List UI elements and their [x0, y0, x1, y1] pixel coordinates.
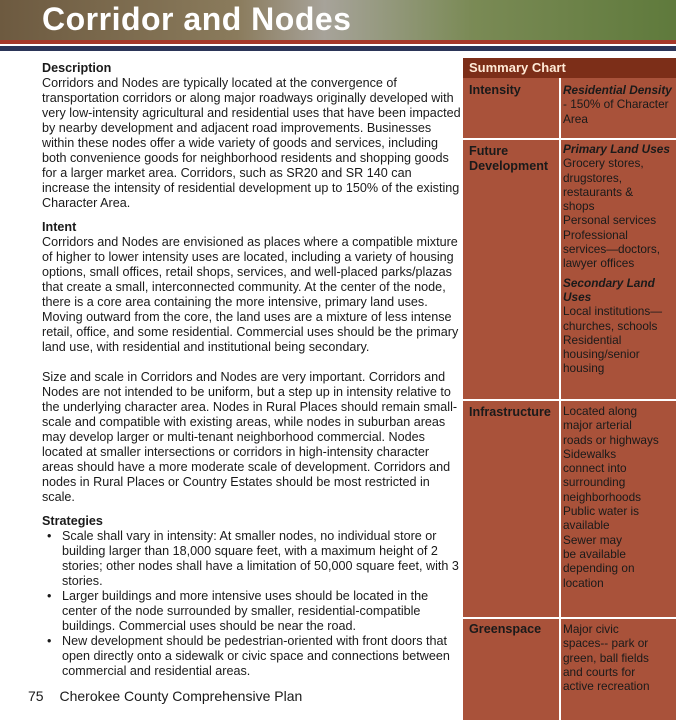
strategy-item: • New development should be pedestrian-oriented with front doors that open directly onto a sidewalk or civic space and connections between commercial and residential areas. [62, 634, 462, 679]
description-body: Corridors and Nodes are typically located at the convergence of transportation corridors or along major roadways originally developed with very low-intensity agricultural and residential uses that have been impacted by nearby development and adjacent road improvements. Businesses within these nodes offer a wide variety of goods and services, including both convenience goods for neighborhood residents and shopping goods for a larger market area. Corridors, such as SR20 and SR 140 can increase the intensity of residential development up to 150% of the existing Character Area. [42, 76, 461, 210]
summary-chart [463, 58, 676, 720]
row-divider [463, 399, 676, 401]
main-text-column [42, 61, 462, 679]
strategies-heading: Strategies [42, 514, 103, 528]
strategy-item: • Scale shall vary in intensity: At smaller nodes, no individual store or building larger than 18,000 square feet, with a maximum height of 2 stories; other nodes shall have a limitation of 50,000 square feet, with 3 stories. [62, 529, 462, 589]
page-footer [28, 688, 302, 704]
description-heading: Description [42, 61, 112, 75]
infrastructure-cell: Located along major arterial roads or highways Sidewalks connect into surrounding neighborhoods Public water is available Sewer may be available depending on location [563, 404, 659, 590]
intent-paragraph-2: Size and scale in Corridors and Nodes are very important. Corridors and Nodes are not intended to be uniform, but a step up in intensity relative to the underlying character area. Nodes in Rural Places should remain small-scale and compatible with existing areas, while nodes in suburban areas may develop larger or multi-tenant neighborhood commercial. Nodes located at smaller intersections or corridors in high-intensity character areas should have a more moderate scale of development. Corridors and nodes in Rural Places or Country Estates should be most restricted in scale. [42, 370, 458, 504]
page-title: Corridor and Nodes [42, 1, 352, 37]
primary-land-uses-heading: Primary Land Uses [563, 142, 670, 156]
intensity-label: Intensity [469, 83, 521, 97]
secondary-land-uses-heading: Secondary Land Uses [563, 275, 655, 304]
future-development-cell: Primary Land Uses Grocery stores, drugstores, restaurants & shops Personal services Professional services—doctors, lawyer offices Secondary Land Uses Local institutions— churches, schools Residential housing/senior housing [563, 142, 673, 376]
accent-stripe-red [0, 40, 676, 44]
intent-heading: Intent [42, 220, 77, 234]
page-number: 75 [28, 688, 44, 704]
intensity-text: - 150% of Character Area [563, 97, 669, 126]
row-divider [463, 138, 676, 140]
strategy-item: • Larger buildings and more intensive uses should be located in the center of the node surrounded by smaller, residential-compatible buildings. Commercial uses should be near the road. [62, 589, 462, 634]
infrastructure-label: Infrastructure [469, 405, 551, 419]
strategies-list [42, 529, 462, 679]
greenspace-cell: Major civic spaces-- park or green, ball fields and courts for active recreation [563, 622, 650, 694]
accent-stripe-blue [0, 46, 676, 51]
intensity-cell [563, 83, 673, 126]
document-title: Cherokee County Comprehensive Plan [59, 688, 303, 704]
future-development-label: Future Development [469, 144, 549, 173]
header-banner [0, 0, 676, 40]
summary-chart-title: Summary Chart [463, 58, 676, 78]
intent-paragraph-1: Corridors and Nodes are envisioned as places where a compatible mixture of higher to lower intensity uses are located, including a variety of housing options, small offices, retail shops, services, and well-placed parks/plazas that create a small, interconnected community. At the center of the node, there is a core area containing the more intensive, primary land uses. Moving outward from the core, the land uses are a mixture of less intense retail, office, and some residential. Commercial uses should be the primary land use, with residential and institutional being secondary. [42, 235, 459, 354]
row-divider [463, 617, 676, 619]
intensity-bold: Residential Density [563, 83, 672, 97]
greenspace-label: Greenspace [469, 622, 542, 636]
